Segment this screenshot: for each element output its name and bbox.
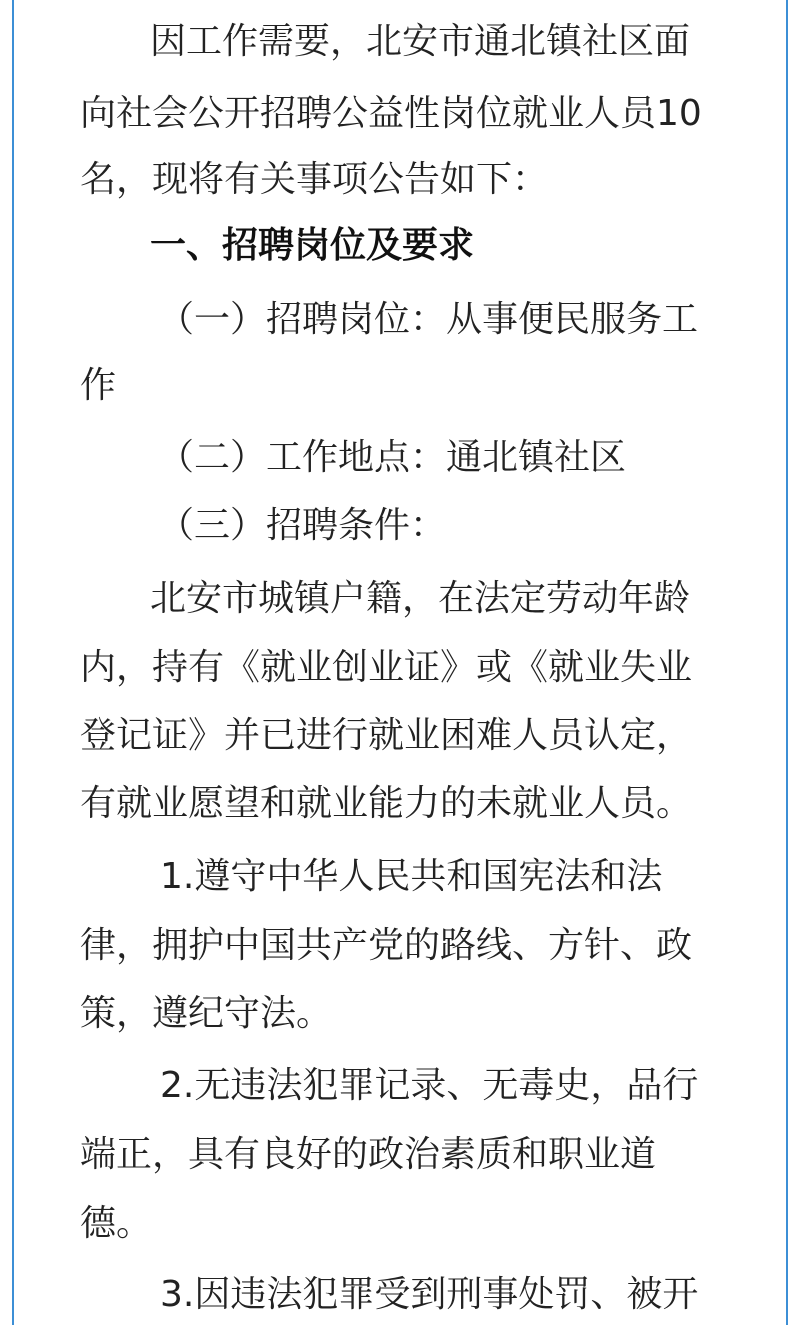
paragraph-line: 因工作需要，北安市通北镇社区面 bbox=[150, 21, 691, 62]
paragraph-line: 向社会公开招聘公益性岗位就业人员10 bbox=[80, 93, 702, 134]
section-heading: 一、招聘岗位及要求 bbox=[150, 225, 475, 266]
paragraph-line: 有就业愿望和就业能力的未就业人员。 bbox=[80, 783, 693, 824]
paragraph-line: 3.因违法犯罪受到刑事处罚、被开 bbox=[160, 1274, 699, 1315]
paragraph-line: 端正，具有良好的政治素质和职业道 bbox=[80, 1134, 657, 1175]
paragraph-line: 德。 bbox=[80, 1203, 153, 1244]
paragraph-line: 登记证》并已进行就业困难人员认定， bbox=[80, 715, 693, 756]
paragraph-line: 作 bbox=[80, 365, 117, 406]
paragraph-line: 律，拥护中国共产党的路线、方针、政 bbox=[80, 925, 693, 966]
paragraph-line: 北安市城镇户籍，在法定劳动年龄 bbox=[150, 578, 691, 619]
paragraph-line: 1.遵守中华人民共和国宪法和法 bbox=[160, 856, 663, 897]
paragraph-line: （一）招聘岗位：从事便民服务工 bbox=[158, 299, 699, 340]
paragraph-line: （三）招聘条件： bbox=[158, 505, 447, 546]
paragraph-line: 内，持有《就业创业证》或《就业失业 bbox=[80, 647, 693, 688]
page-border-right bbox=[786, 0, 788, 1325]
paragraph-line: （二）工作地点：通北镇社区 bbox=[158, 437, 627, 478]
page-border-left bbox=[12, 0, 14, 1325]
paragraph-line: 2.无违法犯罪记录、无毒史，品行 bbox=[160, 1065, 699, 1106]
paragraph-line: 名，现将有关事项公告如下： bbox=[80, 159, 549, 200]
paragraph-line: 策，遵纪守法。 bbox=[80, 993, 333, 1034]
